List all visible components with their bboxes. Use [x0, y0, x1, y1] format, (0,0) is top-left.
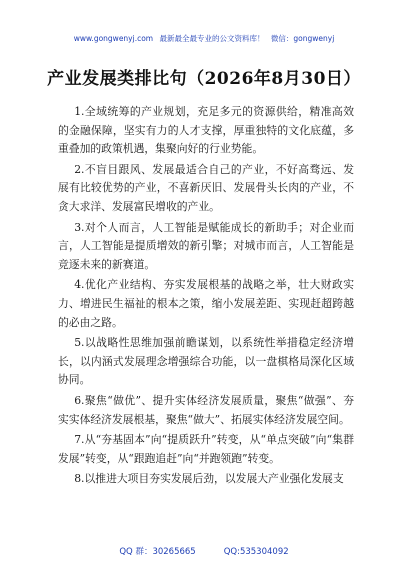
header-tagline: 最新最全最专业的公文资料库！ [159, 34, 265, 43]
paragraph-3: 3.对个人而言，人工智能是赋能成长的新助手；对企业而言，人工智能是提质增效的新引擎；对城市而言，人工智能是竞逐未来的新赛道。 [58, 220, 354, 271]
footer-qq-group: QQ 群：30265665 [119, 547, 196, 557]
paragraph-1: 1.全域统筹的产业规划，充足多元的资源供给，精准高效的金融保障，坚实有力的人才支撑，厚重独特的文化底蕴，多重叠加的政策机遇，集聚向好的行业势能。 [58, 105, 354, 156]
paragraph-4: 4.优化产业结构、夯实发展根基的战略之举，壮大财政实力、增进民生福祉的根本之策，缩小发展差距、实现赶超跨越的必由之路。 [58, 278, 354, 329]
paragraph-6: 6.聚焦“做优”、提升实体经济发展质量，聚焦“做强”、夯实实体经济发展根基，聚焦“做大”、拓展实体经济发展空间。 [58, 393, 354, 426]
header-wechat: 微信：gongwenyj [270, 34, 335, 43]
footer-qq: QQ:535304092 [223, 547, 289, 557]
paragraph-5: 5.以战略性思维加强前瞻谋划，以系统性举措稳定经济增长，以内涵式发展理念增强综合功能，以一盘棋格局深化区域协同。 [58, 336, 354, 387]
document-title: 产业发展类排比句（2026年8月30日） [47, 69, 361, 89]
document-body [58, 103, 354, 491]
paragraph-8: 8.以推进大项目夯实发展后劲，以发展大产业强化发展支 [74, 472, 344, 486]
paragraph-2: 2.不盲目跟风、发展最适合自己的产业，不好高骛远、发展有比较优势的产业，不喜新厌旧、发展骨头长肉的产业，不贪大求洋、发展富民增收的产业。 [58, 162, 354, 213]
footer-banner [0, 545, 408, 557]
paragraph-7: 7.从“夯基固本”向“提质跃升”转变，从“单点突破”向“集群发展”转变，从“跟跑追赶”向“并跑领跑”转变。 [58, 433, 354, 465]
header-banner [0, 33, 408, 44]
header-site-link[interactable]: www.gongwenyj.com [73, 34, 154, 43]
